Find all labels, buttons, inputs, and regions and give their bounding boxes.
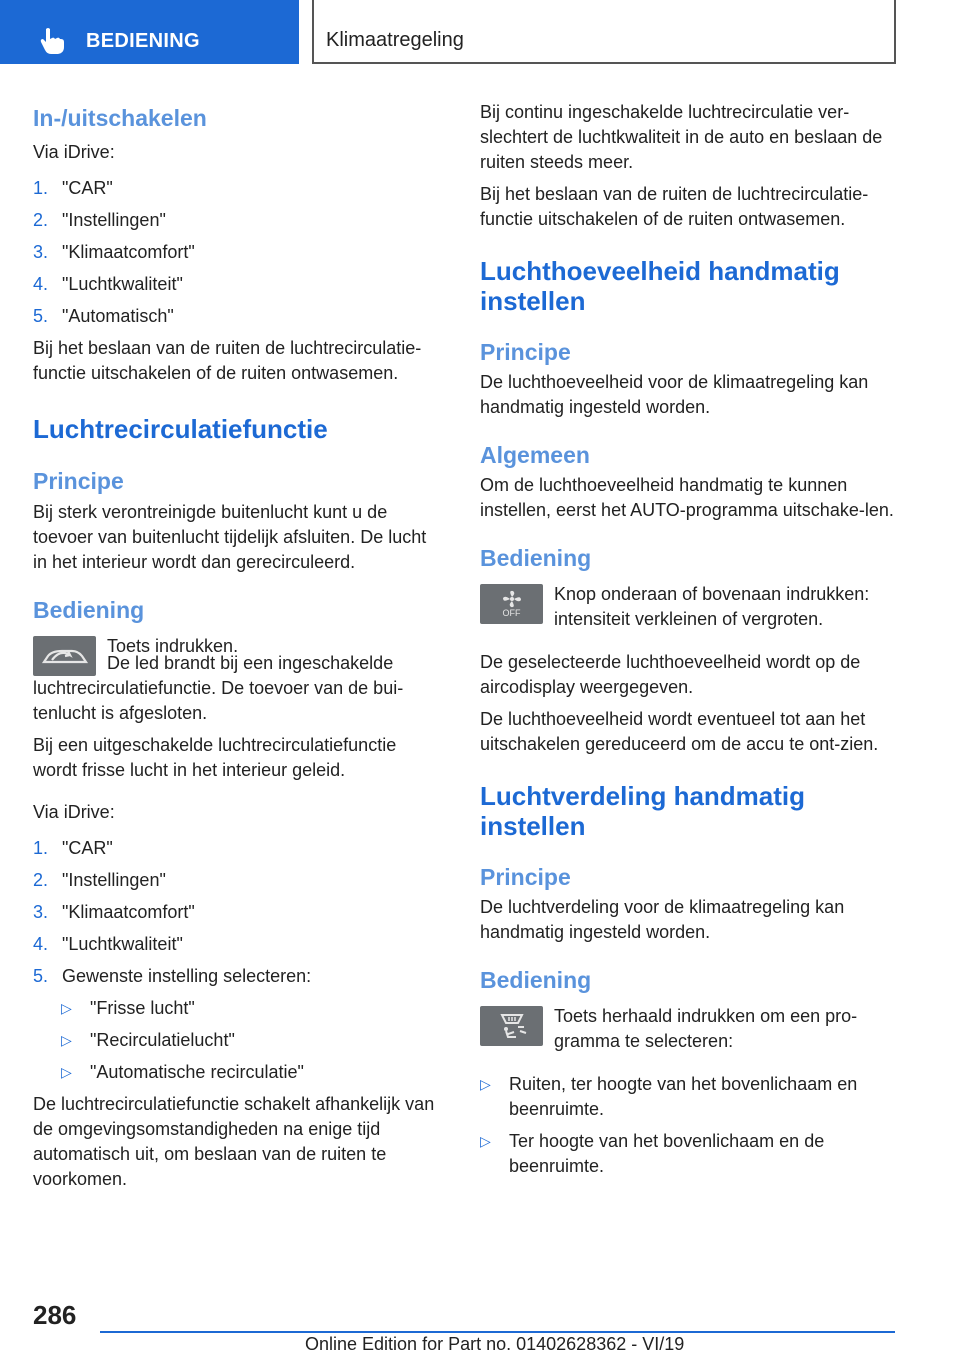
fan-button-row: [480, 582, 895, 632]
triangle-bullet-icon: ▷: [61, 1000, 72, 1016]
fan-button-icon: [480, 584, 543, 624]
hand-pointer-icon: [40, 27, 66, 55]
list-item: ▷ "Frisse lucht": [61, 996, 443, 1021]
list-item: 1. "CAR": [33, 838, 113, 858]
recirc-icon-text-1: Toets indrukken.: [107, 636, 239, 656]
triangle-bullet-icon: ▷: [480, 1133, 491, 1149]
left-column: [33, 100, 443, 1192]
recirc-principe-text: Bij sterk verontreinigde buitenlucht kunt u de toevoer van buitenlucht tijdelijk afsluiten. De lucht in het interieur wordt dan gerecirculeerd.: [33, 502, 427, 572]
recirc-options: [61, 996, 443, 1085]
triangle-bullet-icon: ▷: [61, 1064, 72, 1080]
list-item: ▷ Ter hoogte van het bovenlichaam en de beenruimte.: [480, 1129, 895, 1179]
via-idrive-2: Via iDrive:: [33, 802, 115, 822]
distribution-options: [480, 1072, 895, 1179]
heading-algemeen: Algemeen: [480, 442, 590, 468]
airflow-algemeen-text: Om de luchthoeveelheid handmatig te kunnen instellen, eerst het AUTO-programma uitschake-len.: [480, 475, 894, 520]
air-distribution-button-icon: [480, 1006, 543, 1046]
distribution-button-row: [480, 1004, 895, 1054]
list-item: 2. "Instellingen": [33, 210, 166, 230]
recirc-icon-text-2: De led brandt bij een ingeschakelde luchtrecirculatiefunctie. De toevoer van de bui-tenlucht is afgesloten.: [33, 653, 404, 723]
heading-principe-2: Principe: [480, 339, 571, 365]
list-item: 3. "Klimaatcomfort": [33, 902, 195, 922]
list-item: ▷ "Automatische recirculatie": [61, 1060, 443, 1085]
fan-icon-text: Knop onderaan of bovenaan indrukken: intensiteit verkleinen of vergroten.: [554, 584, 870, 629]
heading-principe-1: Principe: [33, 468, 124, 494]
heading-onoff: In-/uitschakelen: [33, 105, 207, 131]
triangle-bullet-icon: ▷: [61, 1032, 72, 1048]
steps-recirc: [33, 836, 443, 989]
right-column: [480, 100, 895, 1186]
list-item: 5. "Automatisch": [33, 306, 174, 326]
footer-divider: [100, 1331, 895, 1333]
via-idrive-1: Via iDrive:: [33, 142, 115, 162]
heading-bediening-3: Bediening: [480, 967, 592, 993]
list-item: 4. "Luchtkwaliteit": [33, 274, 183, 294]
steps-onoff: [33, 176, 443, 329]
list-item: 3. "Klimaatcomfort": [33, 242, 195, 262]
list-item: ▷ Ruiten, ter hoogte van het bovenlichaam en beenruimte.: [480, 1072, 895, 1122]
intro-text-2: Bij het beslaan van de ruiten de luchtrecirculatie-functie uitschakelen of de ruiten ontwasemen.: [480, 184, 869, 229]
distribution-icon-text: Toets herhaald indrukken om een pro-gramma te selecteren:: [554, 1006, 858, 1051]
list-item: 4. "Luchtkwaliteit": [33, 934, 183, 954]
heading-recirculation: Luchtrecirculatiefunctie: [33, 414, 328, 444]
list-item: ▷ "Recirculatielucht": [61, 1028, 443, 1053]
chapter-title: Klimaatregeling: [326, 29, 464, 51]
intro-text-1: Bij continu ingeschakelde luchtrecirculatie ver-slechtert de luchtkwaliteit in de auto en beslaan de ruiten steeds meer.: [480, 102, 883, 172]
list-item: 2. "Instellingen": [33, 870, 166, 890]
heading-airflow: Luchthoeveelheid handmatig instellen: [480, 256, 840, 316]
recirc-closing-text: De luchtrecirculatiefunctie schakelt afhankelijk van de omgevingsomstandigheden na enige tijd automatisch uit, om beslaan van de ruiten te voorkomen.: [33, 1094, 435, 1189]
list-item: 1. "CAR": [33, 178, 113, 198]
airflow-text-1: De geselecteerde luchthoeveelheid wordt op de aircodisplay weergegeven.: [480, 652, 861, 697]
onoff-note: Bij het beslaan van de ruiten de luchtrecirculatie-functie uitschakelen of de ruiten ontwasemen.: [33, 338, 422, 383]
heading-bediening-1: Bediening: [33, 597, 145, 623]
footer-edition: Online Edition for Part no. 01402628362 - VI/19: [305, 1334, 685, 1354]
heading-distribution: Luchtverdeling handmatig instellen: [480, 781, 806, 841]
recirc-off-text: Bij een uitgeschakelde luchtrecirculatiefunctie wordt frisse lucht in het interieur geleid.: [33, 735, 397, 780]
airflow-principe-text: De luchthoeveelheid voor de klimaatregeling kan handmatig ingesteld worden.: [480, 372, 869, 417]
page-number: 286: [33, 1300, 77, 1330]
heading-bediening-2: Bediening: [480, 545, 592, 571]
section-label: BEDIENING: [86, 30, 200, 52]
chapter-header: [312, 0, 896, 64]
section-tab: [0, 0, 299, 64]
fan-off-label: OFF: [502, 608, 521, 618]
distribution-principe-text: De luchtverdeling voor de klimaatregeling kan handmatig ingesteld worden.: [480, 897, 845, 942]
airflow-text-2: De luchthoeveelheid wordt eventueel tot aan het uitschakelen gereduceerd om de accu te ont-zien.: [480, 709, 879, 754]
heading-principe-3: Principe: [480, 864, 571, 890]
list-item: 5. Gewenste instelling selecteren:: [33, 966, 312, 986]
recirculation-button-icon: [33, 636, 96, 676]
triangle-bullet-icon: ▷: [480, 1076, 491, 1092]
